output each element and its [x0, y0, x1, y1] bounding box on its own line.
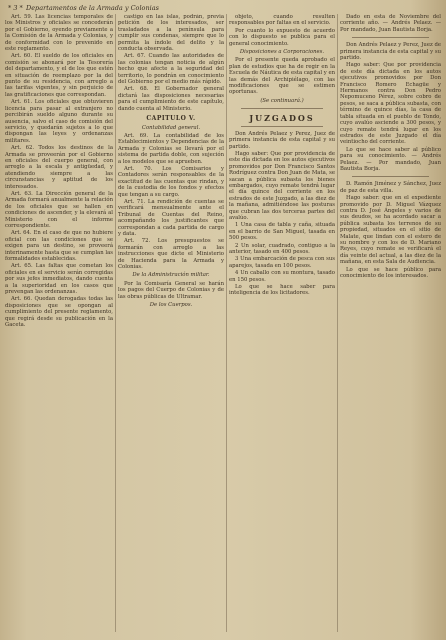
- subsection-heading: De los Cuerpos.: [149, 302, 193, 309]
- column-3: [229, 14, 335, 634]
- article-paragraph: Art. 63. La Dirección general de la Armada formará anualmente la relación de los oficiales que se hallen en condiciones de ascender, y la elevará al Ministerio con el informe correspondiente.: [5, 190, 113, 229]
- article-paragraph: Art. 70. Los Comisarios y Contadores serán responsables de la exactitud de las cuentas que rindan, y de la custodia de los fondos y efectos que tengan a su cargo.: [118, 165, 224, 198]
- column-1: [5, 14, 113, 634]
- article-paragraph: Art. 66. Quedan derogadas todas las disposiciones que se opongan al cumplimiento del presente reglamento, que regirá desde su publicación en la Gaceta.: [5, 296, 113, 329]
- section-divider: [352, 37, 429, 38]
- article-paragraph: Por la Comisaría General se harán los pagos del Cuerpo de Colonias y de las obras públicas de Ultramar.: [118, 280, 224, 300]
- continuation-note: (Se continuará.): [260, 97, 304, 104]
- notice-paragraph: Hago saber: Que por providencia de este día dictada en los autos ejecutivos promovidos por Don Francisco Romero Echagüe y Hermanos contra Don Pedro Nepomuceno Pérez, sobre cobro de pesos, se saca a pública subasta, con término de quince días, la casa de tabla situada en el pueblo de Tondo, cuyo avalúo asciende a 300 pesos, y cuyo remate tendrá lugar en los estrados de este Juzgado el día veintiocho del corriente.: [340, 62, 441, 146]
- subsection-heading: Disposiciones a Corporaciones.: [239, 49, 325, 56]
- article-paragraph: Por el presente queda aprobado el plan de estudios que ha de regir en la Escuela de Náutica de esta capital y en las demás del Archipiélago, con las modificaciones que se estimen oportunas.: [229, 57, 335, 96]
- notice-paragraph: Lo que se hace saber al público para su conocimiento. — Andrés Pelaez. — Por mandado, Juan Bautista Borja.: [340, 146, 441, 172]
- article-paragraph: Art. 72. Los presupuestos se formarán con arreglo a las instrucciones que dicte el Ministerio de Hacienda para la Armada y Colonias.: [118, 238, 224, 271]
- article-paragraph: Art. 62. Todos los destinos de la Armada se proveerán por el Gobierno en oficiales del cuerpo general, con arreglo a la escala y antigüedad, y atendiendo siempre a las circunstancias y aptitud de los interesados.: [5, 145, 113, 190]
- section-divider: [352, 176, 429, 177]
- article-paragraph: Art. 71. La rendición de cuentas se verificará mensualmente ante el Tribunal de Cuentas del Reino, acompañando los justificantes que correspondan a cada partida de cargo y data.: [118, 198, 224, 237]
- list-item: 1 Una casa de tabla y caña, situada en el barrio de San Miguel, tasada en 500 pesos.: [229, 222, 335, 242]
- column-divider: [115, 14, 116, 632]
- article-paragraph: Por cuanto lo expuesto de acuerdo con lo dispuesto se publica para el general conocimiento.: [229, 27, 335, 47]
- notice-paragraph: Lo que se hace saber para inteligencia de los licitadores.: [229, 284, 335, 297]
- page-number: * 3 *: [8, 4, 23, 12]
- article-paragraph: castigo en las islas, podrán, previa petición de los interesados, ser trasladados a la península para cumplir sus condenas, siempre que lo permita la índole del delito y la conducta observada.: [118, 14, 224, 53]
- notice-paragraph: Don Andrés Pelaez y Perez, Juez de primera instancia de esta capital y su partido.: [229, 130, 335, 150]
- notice-paragraph: Hago saber: que en el expediente promovido por D. Miguel Vázquez contra D. José Ángeles y varios de sus deudos, se ha acordado sacar a pública subasta los terrenos de su propiedad, situados en el sitio de Malate, que lindan con el estero de su nombre y con los de D. Mariano Reyes, cuyo remate se verificará el día veinte del actual, a las diez de la mañana, en esta Sala de Audiencia.: [340, 195, 441, 266]
- notice-paragraph: Dado en esta de Noviembre del corriente año. — Andrés Pelaez. — Por mandado, Juan Bautista Borja.: [340, 14, 441, 33]
- chapter-heading: CAPITULO V.: [146, 115, 196, 123]
- notice-paragraph: Don Andrés Pelaez y Perez, Juez de primera instancia de esta capital y su partido.: [340, 42, 441, 62]
- list-item: 2 Un solar, cuadrado, contiguo a la anterior, tasado en 400 pesos.: [229, 242, 335, 255]
- subsection-heading: De la Administración militar.: [132, 272, 210, 279]
- column-4: [340, 14, 441, 634]
- article-paragraph: objeto, cuando resulten responsables por faltas en el servicio.: [229, 14, 335, 27]
- article-paragraph: Art. 67. Cuando las autoridades de las colonias tengan noticia de algún hecho que afecte a la seguridad del territorio, lo pondrán en conocimiento del Gobierno por el medio más rápido.: [118, 53, 224, 86]
- article-paragraph: Art. 69. La contabilidad de los Establecimientos y Dependencias de la Armada y Colonias se llevará por el sistema de partida doble, con sujeción a los modelos que se aprueben.: [118, 132, 224, 165]
- column-2: [118, 14, 224, 634]
- section-divider: [241, 126, 323, 127]
- article-paragraph: Art. 68. El Gobernador general dictará las disposiciones necesarias para el cumplimiento de este capítulo, dando cuenta al Ministerio.: [118, 86, 224, 112]
- article-paragraph: Art. 65. Las faltas que cometan los oficiales en el servicio serán corregidas por sus jefes inmediatos, dando cuenta a la superioridad en los casos que prevengan las ordenanzas.: [5, 263, 113, 296]
- notice-paragraph: D. Ramón Jiménez y Sánchez, Juez de paz de esta villa.: [340, 181, 441, 194]
- article-paragraph: Art. 59. Las licencias temporales de los Ministros y oficiales se concederán por el Gobierno, oyendo previamente a la Comisión de la Armada y Colonias, y de conformidad con lo prevenido en este reglamento.: [5, 14, 113, 53]
- list-item: 4 Un caballo con su montura, tasado en 150 pesos.: [229, 270, 335, 283]
- section-divider: [241, 108, 323, 109]
- article-paragraph: Art. 61. Los oficiales que obtuvieren licencia para pasar al extranjero no percibirán sueldo alguno durante su ausencia, salvo el caso de comisión del servicio, y quedarán sujetos a lo que dispongan las leyes y ordenanzas militares.: [5, 99, 113, 144]
- article-paragraph: Art. 60. El sueldo de los oficiales en comisión se abonará por la Tesorería del departamento, y el de los que estén en situación de reemplazo por la del punto de su residencia, con arreglo a las tarifas vigentes, y sin perjuicio de las gratificaciones que correspondan.: [5, 53, 113, 98]
- chapter-subtitle: Contabilidad general.: [141, 124, 201, 131]
- article-paragraph: Art. 64. En el caso de que no hubiere oficial con las condiciones que se exigen para un destino, se proveerá interinamente hasta que se cumplan las formalidades establecidas.: [5, 230, 113, 263]
- list-item: 3 Una embarcación de pesca con sus aparejos, tasada en 100 pesos.: [229, 256, 335, 269]
- notice-paragraph: Lo que se hace público para conocimiento de los interesados.: [340, 266, 441, 280]
- notice-paragraph: Hago saber: Que por providencia de este día dictada en los autos ejecutivos promovidos por Don Francisco Santos Rodríguez contra Don Juan de Mata, se sacan a pública subasta los bienes embargados, cuyo remate tendrá lugar el día quince del corriente en los estrados de este Juzgado, a las diez de la mañana, admitiéndose las posturas que cubran las dos terceras partes del avalúo.: [229, 150, 335, 221]
- column-divider: [337, 14, 338, 632]
- section-heading-juzgados: JUZGADOS: [249, 113, 315, 124]
- section-title: Departamentos de la Armada y Colonias: [26, 4, 159, 12]
- column-divider: [226, 14, 227, 632]
